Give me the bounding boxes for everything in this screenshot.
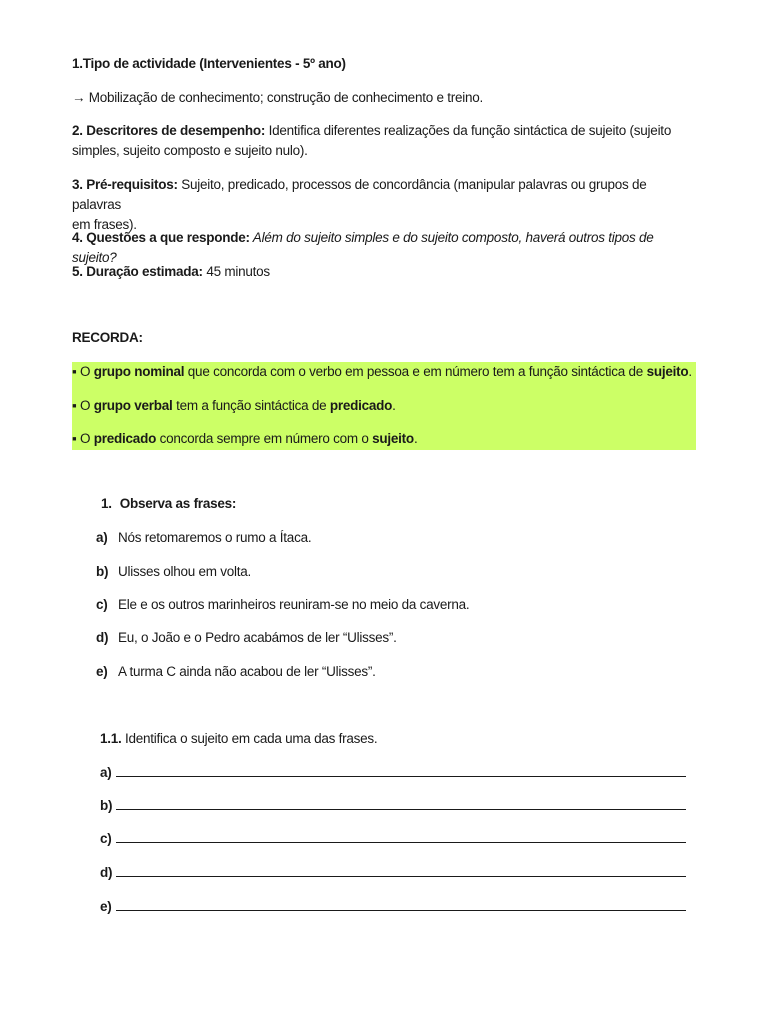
sentence-b: b) Ulisses olhou em volta. [96,564,252,579]
answer-blank[interactable] [116,795,686,810]
answer-blank[interactable] [116,862,686,877]
section-4-questions: 4. Questões a que responde: Além do sujeito simples e do sujeito composto, haverá outros tipos de sujeito? [72,230,654,265]
sentence-d: d) Eu, o João e o Pedro acabámos de ler “Ulisses”. [96,630,397,645]
answer-line-e[interactable]: e) [100,896,690,916]
section-3-prerequisites: 3. Pré-requisitos: Sujeito, predicado, processos de concordância (manipular palavras ou grupos de palavras em frases). [72,177,647,232]
sentence-a: a) Nós retomaremos o rumo a Ítaca. [96,530,312,545]
sentence-e: e) A turma C ainda não acabou de ler “Ulisses”. [96,664,376,679]
answer-blank[interactable] [116,762,686,777]
recorda-line-1: ▪ O grupo nominal que concorda com o verbo em pessoa e em número tem a função sintáctica de sujeito. [72,364,692,379]
answer-blank[interactable] [116,896,686,911]
answer-line-a[interactable]: a) [100,762,690,782]
section-1-body: → Mobilização de conhecimento; construção de conhecimento e treino. [72,90,483,105]
sentence-c: c) Ele e os outros marinheiros reuniram-se no meio da caverna. [96,597,470,612]
answer-line-c[interactable]: c) [100,828,690,848]
sub-question-1-1: 1.1. Identifica o sujeito em cada uma das frases. [100,731,378,746]
answer-blank[interactable] [116,828,686,843]
recorda-line-3: ▪ O predicado concorda sempre em número com o sujeito. [72,431,418,446]
answer-line-b[interactable]: b) [100,795,690,815]
recorda-line-2: ▪ O grupo verbal tem a função sintáctica de predicado. [72,398,396,413]
section-5-duration: 5. Duração estimada: 45 minutos [72,264,270,279]
exercise-title: 1. Observa as frases: [101,496,237,511]
recorda-title: RECORDA: [72,330,143,345]
answer-line-d[interactable]: d) [100,862,690,882]
section-1-title: 1.Tipo de actividade (Intervenientes - 5º ano) [72,56,346,71]
section-2-descriptors: 2. Descritores de desempenho: Identifica diferentes realizações da função sintáctica de sujeito (sujeito simples, sujeito composto e sujeito nulo). [72,123,672,158]
